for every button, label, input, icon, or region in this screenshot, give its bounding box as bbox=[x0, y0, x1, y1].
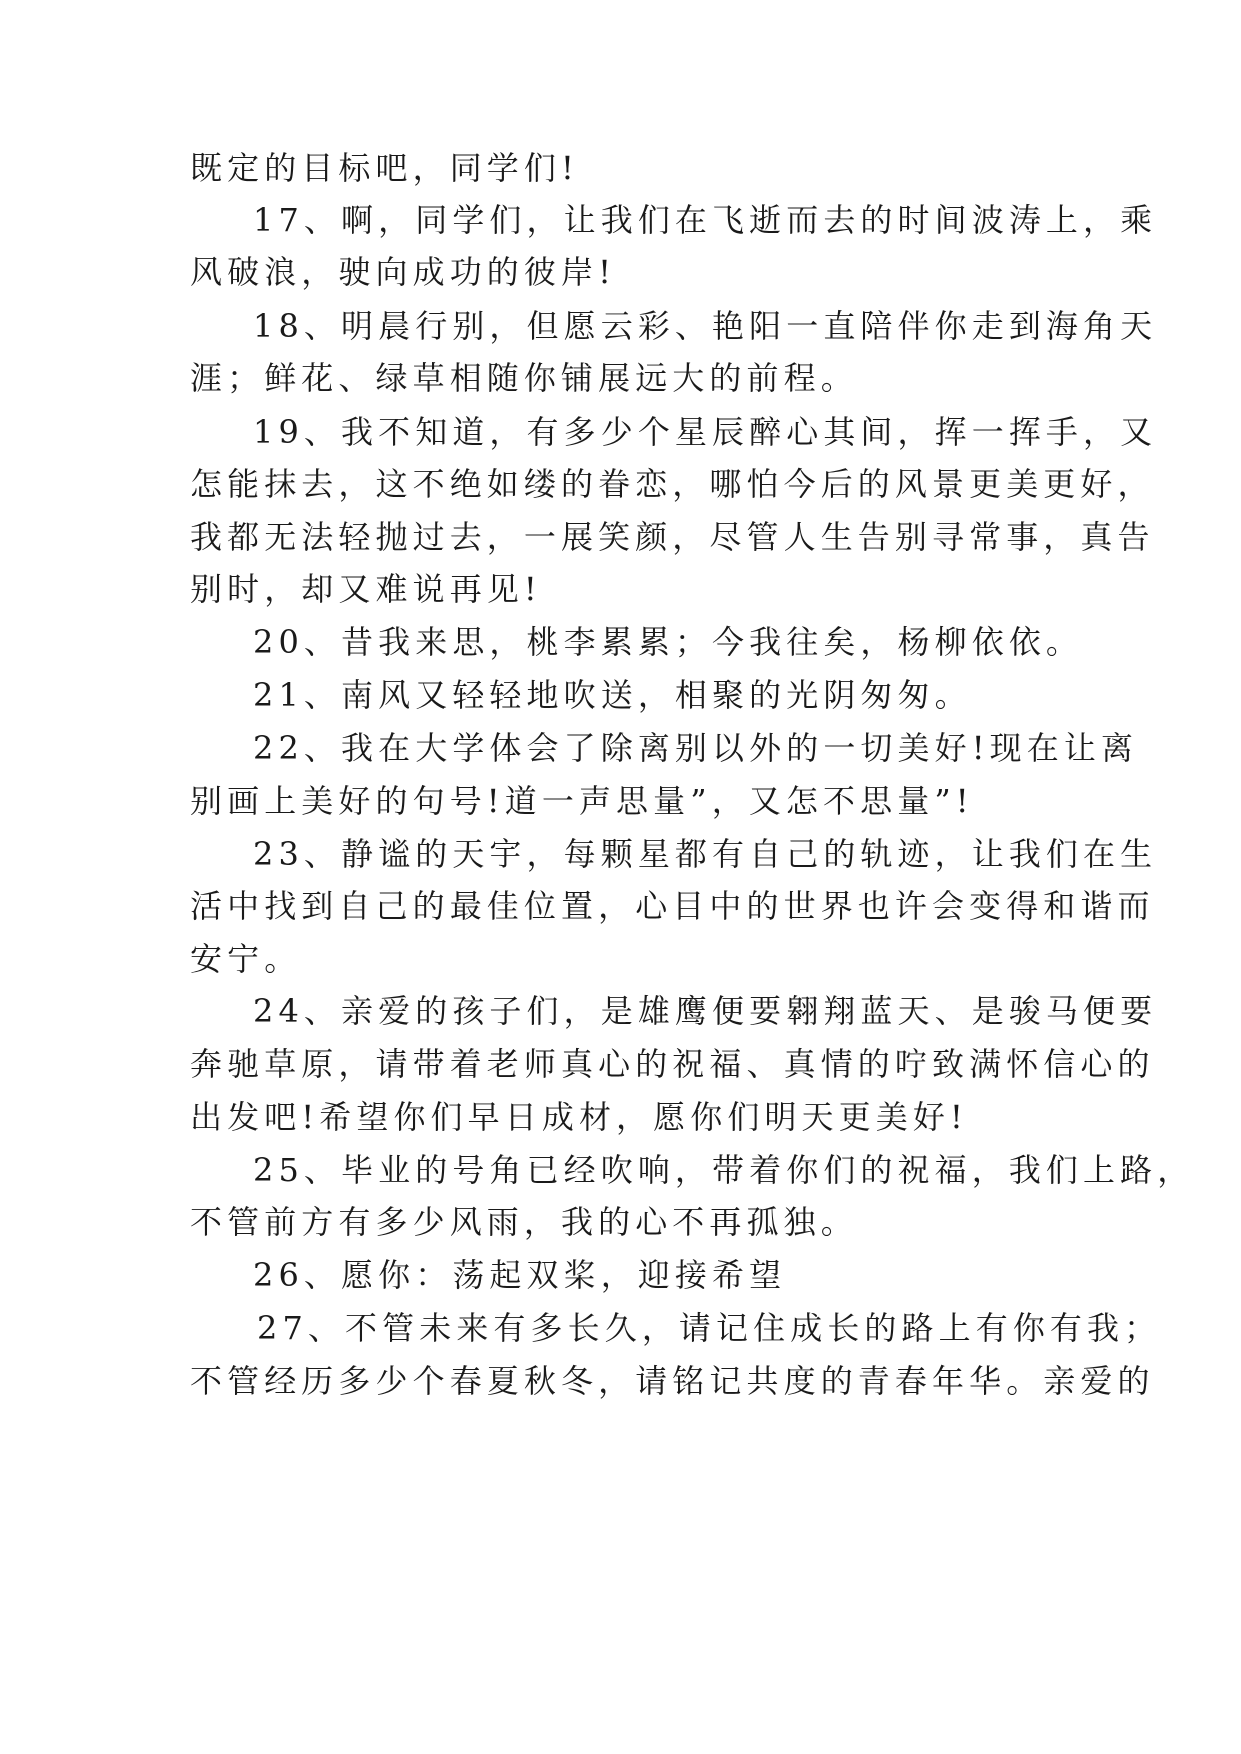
text-line: 26、愿你：荡起双桨，迎接希望 bbox=[253, 1256, 787, 1294]
text-line: 奔驰草原，请带着老师真心的祝福、真情的咛致满怀信心的 bbox=[190, 1045, 1155, 1083]
text-line: 不管经历多少个春夏秋冬，请铭记共度的青春年华。亲爱的 bbox=[190, 1362, 1155, 1400]
text-line: 怎能抹去，这不绝如缕的眷恋，哪怕今后的风景更美更好， bbox=[190, 465, 1155, 503]
text-line: 19、我不知道，有多少个星辰醉心其间，挥一挥手，又 bbox=[253, 413, 1158, 451]
text-line: 18、明晨行别，但愿云彩、艳阳一直陪伴你走到海角天 bbox=[253, 307, 1158, 345]
text-line: 既定的目标吧，同学们! bbox=[190, 149, 579, 187]
text-line: 出发吧!希望你们早日成材，愿你们明天更美好! bbox=[190, 1098, 968, 1136]
text-line: 25、毕业的号角已经吹响，带着你们的祝福，我们上路， bbox=[253, 1151, 1195, 1189]
text-line: 23、静谧的天宇，每颗星都有自己的轨迹，让我们在生 bbox=[253, 835, 1158, 873]
text-line: 27、不管未来有多长久，请记住成长的路上有你有我； bbox=[257, 1309, 1162, 1347]
text-line: 21、南风又轻轻地吹送，相聚的光阴匆匆。 bbox=[253, 676, 972, 714]
text-line: 我都无法轻抛过去，一展笑颜，尽管人生告别寻常事，真告 bbox=[190, 518, 1155, 556]
text-line: 别画上美好的句号!道一声思量”，又怎不思量”! bbox=[190, 782, 974, 820]
text-line: 17、啊，同学们，让我们在飞逝而去的时间波涛上，乘 bbox=[253, 201, 1158, 239]
text-line: 风破浪，驶向成功的彼岸! bbox=[190, 253, 617, 291]
text-line: 安宁。 bbox=[190, 940, 302, 978]
text-line: 别时，却又难说再见! bbox=[190, 570, 542, 608]
text-line: 活中找到自己的最佳位置，心目中的世界也许会变得和谐而 bbox=[190, 887, 1155, 925]
text-line: 不管前方有多少风雨，我的心不再孤独。 bbox=[190, 1203, 858, 1241]
text-line: 24、亲爱的孩子们，是雄鹰便要翱翔蓝天、是骏马便要 bbox=[253, 992, 1158, 1030]
text-line: 涯；鲜花、绿草相随你铺展远大的前程。 bbox=[190, 359, 858, 397]
text-line: 20、昔我来思，桃李累累；今我往矣，杨柳依依。 bbox=[253, 623, 1084, 661]
text-line: 22、我在大学体会了除离别以外的一切美好!现在让离 bbox=[253, 729, 1139, 767]
